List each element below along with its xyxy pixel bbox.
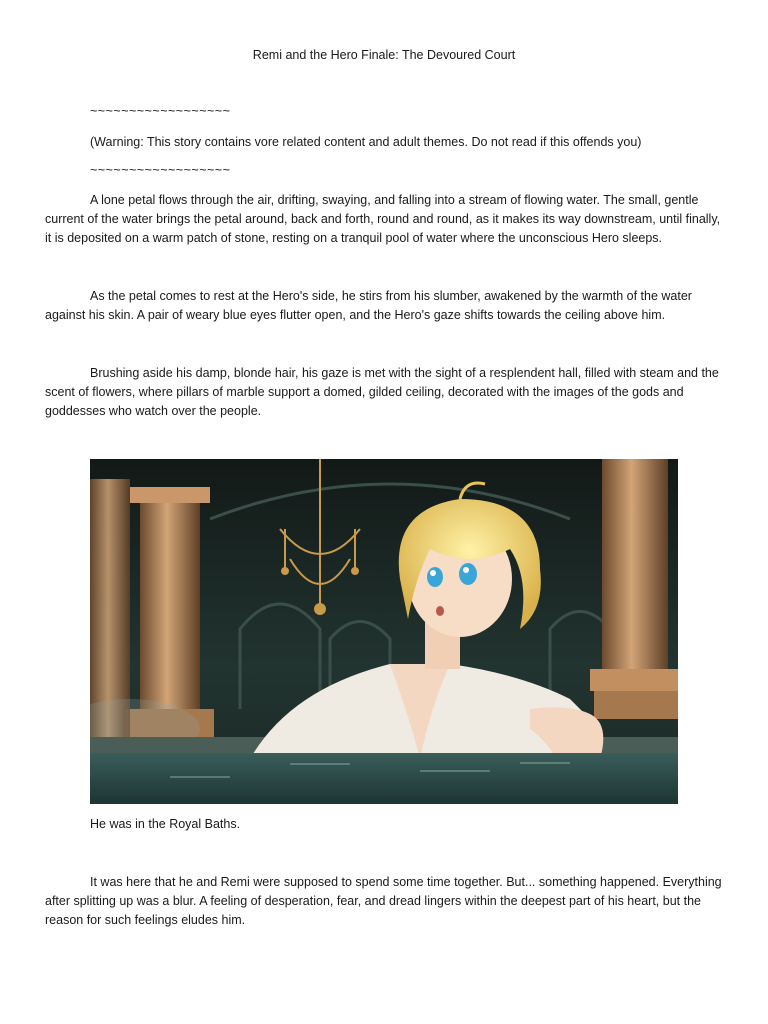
- left-eye: [427, 567, 443, 587]
- paragraph-2: As the petal comes to rest at the Hero's side, he stirs from his slumber, awakened by the warmth of the water against his skin. A pair of weary blue eyes flutter open, and the Hero's gaze shifts towards the ceiling above him.: [45, 289, 692, 322]
- illustration-svg: [90, 459, 678, 804]
- mouth: [436, 606, 444, 616]
- paragraph-3: Brushing aside his damp, blonde hair, his gaze is met with the sight of a resplendent hall, filled with steam and the scent of flowers, where pillars of marble support a domed, gilded ceiling, decorated with the images of the gods and goddesses who watch over the people.: [45, 366, 719, 418]
- paragraph-1: A lone petal flows through the air, drifting, swaying, and falling into a stream of flowing water. The small, gentle current of the water brings the petal around, back and forth, round and round, as it makes its way downstream, until finally, it is deposited on a warm patch of stone, resting on a tranquil pool of water where the unconscious Hero sleeps.: [45, 193, 721, 245]
- bath-water: [90, 753, 678, 804]
- right-pillar: [590, 459, 678, 719]
- document-title: Remi and the Hero Finale: The Devoured Court: [252, 48, 516, 62]
- content-warning: (Warning: This story contains vore related content and adult themes. Do not read if this offends you): [90, 135, 642, 149]
- separator-bottom: ~~~~~~~~~~~~~~~~~~: [90, 163, 231, 177]
- royal-baths-illustration: [90, 459, 678, 804]
- image-caption: He was in the Royal Baths.: [90, 817, 241, 831]
- separator-top: ~~~~~~~~~~~~~~~~~~: [90, 104, 231, 118]
- right-eye: [459, 563, 477, 585]
- paragraph-4: It was here that he and Remi were supposed to spend some time together. But... something happened. Everything after splitting up was a blur. A feeling of desperation, fear, and dread lingers within the deepest part of his heart, but the reason for such feelings eludes him.: [45, 875, 722, 927]
